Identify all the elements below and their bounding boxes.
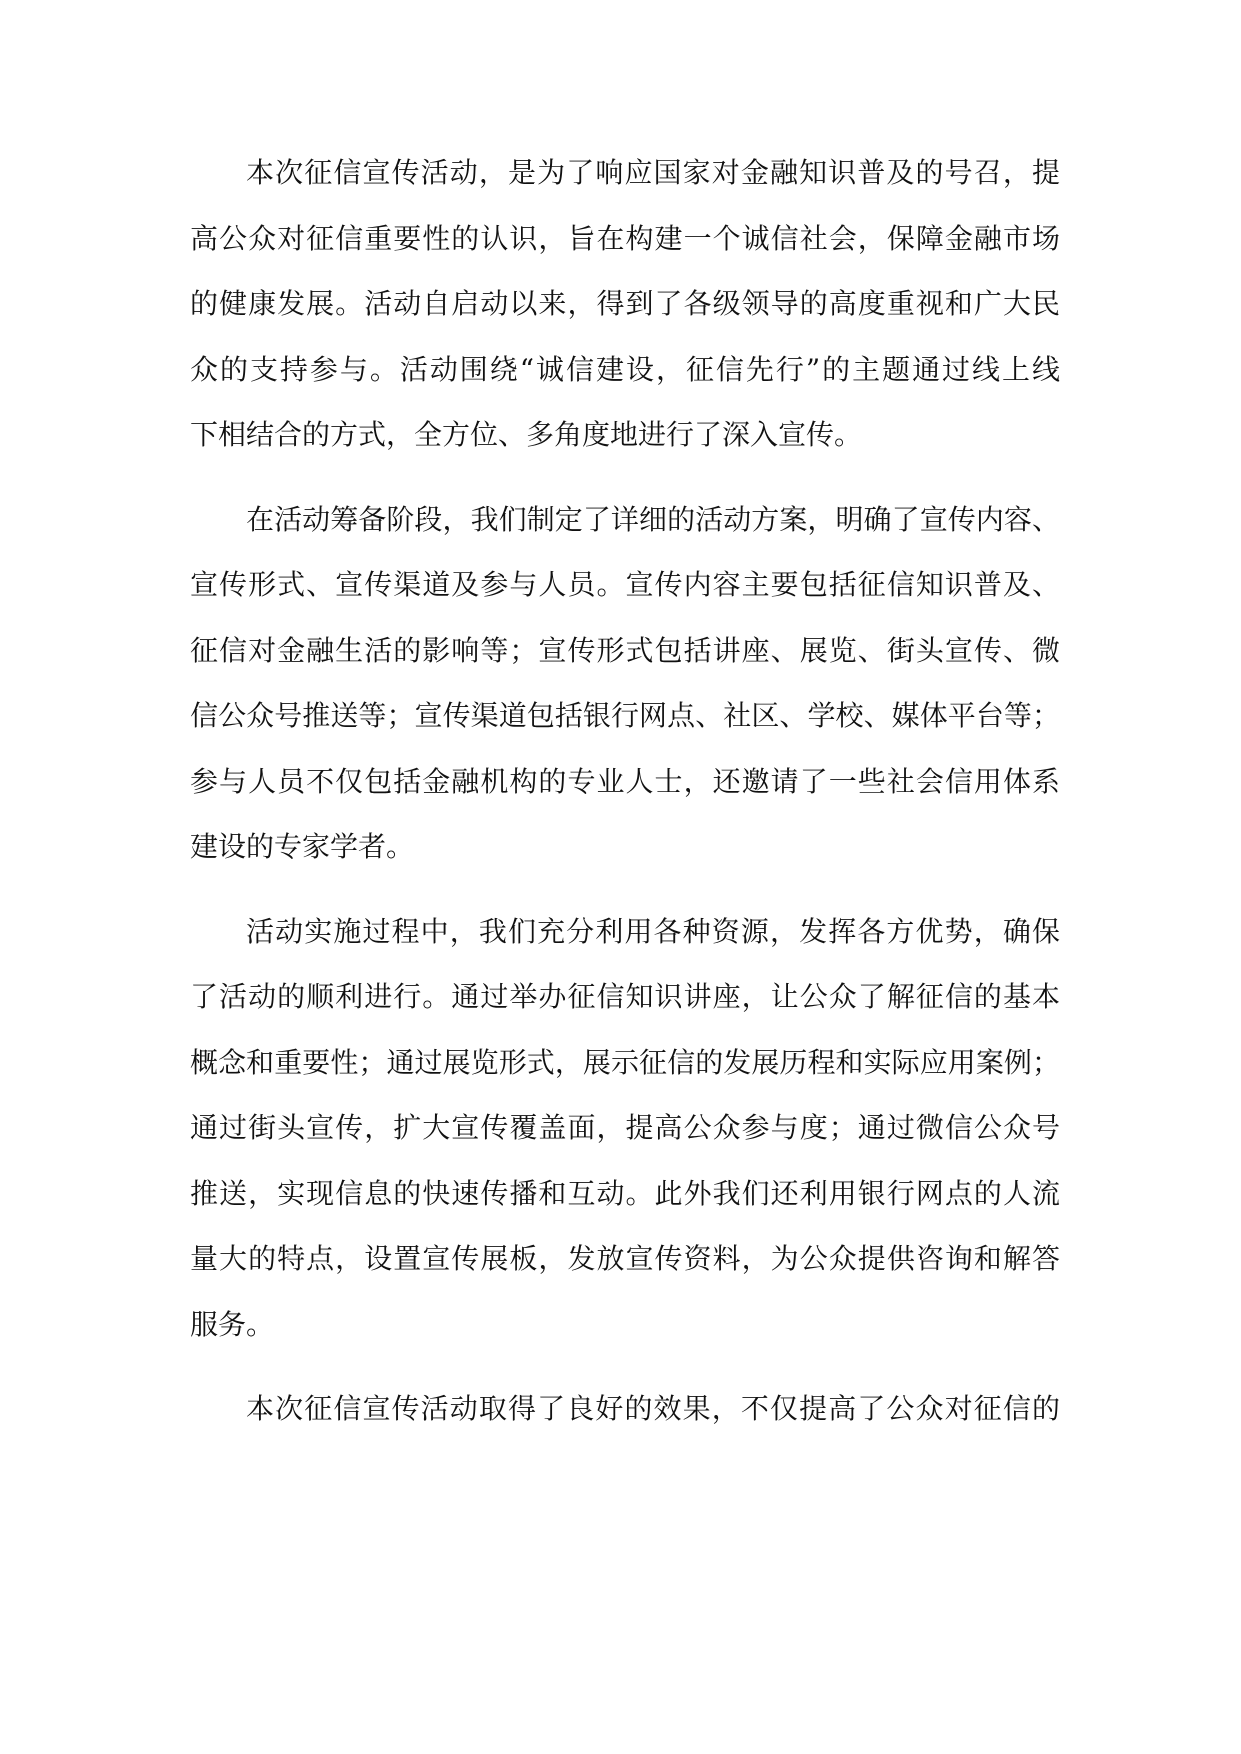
text-line: 建设的专家学者。: [190, 830, 415, 863]
text-line: 本次征信宣传活动，是为了响应国家对金融知识普及的号召，提: [246, 156, 1060, 189]
text-line: 参与人员不仅包括金融机构的专业人士，还邀请了一些社会信用体系: [190, 764, 1060, 798]
text-line: 征信对金融生活的影响等；宣传形式包括讲座、展览、街头宣传、微: [190, 633, 1060, 667]
text-line: 推送，实现信息的快速传播和互动。此外我们还利用银行网点的人流: [190, 1176, 1060, 1210]
text-line: 信公众号推送等；宣传渠道包括银行网点、社区、学校、媒体平台等；: [190, 699, 1060, 732]
text-line: 在活动筹备阶段，我们制定了详细的活动方案，明确了宣传内容、: [246, 502, 1060, 536]
document-body: [190, 140, 1060, 1442]
text-line: 本次征信宣传活动取得了良好的效果，不仅提高了公众对征信的: [246, 1392, 1060, 1425]
paragraph-3: [190, 899, 1060, 1358]
text-line: 高公众对征信重要性的认识，旨在构建一个诚信社会，保障金融市场: [190, 221, 1060, 255]
paragraph-4: [190, 1376, 1060, 1442]
text-line: 众的支持参与。活动围绕“诚信建设，征信先行”的主题通过线上线: [190, 352, 1060, 386]
text-line: 活动实施过程中，我们充分利用各种资源，发挥各方优势，确保: [246, 914, 1060, 948]
text-line: 了活动的顺利进行。通过举办征信知识讲座，让公众了解征信的基本: [190, 980, 1060, 1013]
text-line: 通过街头宣传，扩大宣传覆盖面，提高公众参与度；通过微信公众号: [190, 1111, 1060, 1144]
paragraph-2: [190, 487, 1060, 880]
paragraph-1: [190, 140, 1060, 468]
text-line: 量大的特点，设置宣传展板，发放宣传资料，为公众提供咨询和解答: [190, 1242, 1060, 1275]
text-line: 下相结合的方式，全方位、多角度地进行了深入宣传。: [190, 418, 863, 451]
text-line: 服务。: [190, 1307, 275, 1341]
text-line: 的健康发展。活动自启动以来，得到了各级领导的高度重视和广大民: [190, 287, 1060, 320]
text-line: 概念和重要性；通过展览形式，展示征信的发展历程和实际应用案例；: [190, 1045, 1060, 1079]
text-line: 宣传形式、宣传渠道及参与人员。宣传内容主要包括征信知识普及、: [190, 568, 1060, 601]
